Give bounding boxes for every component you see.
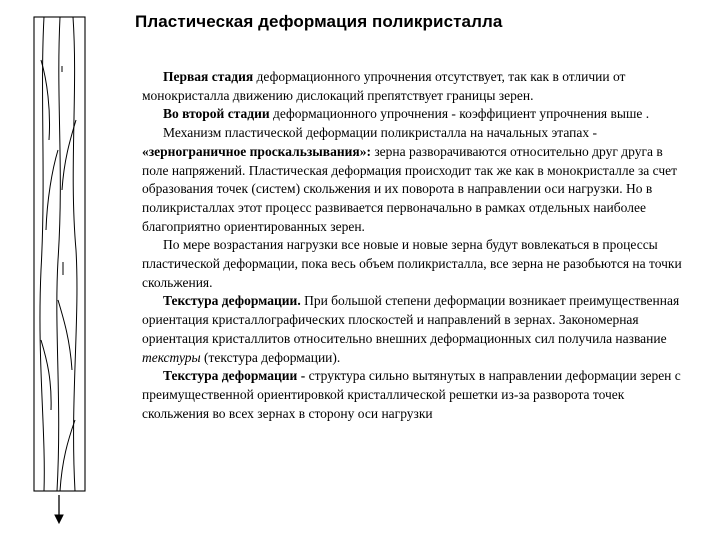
term-texture: Текстура деформации. — [163, 293, 301, 309]
slide-title: Пластическая деформация поликристалла — [135, 12, 503, 31]
paragraph-text: зерна разворачиваются относительно друг друга в поле напряжений. Пластическая деформация происходит так же как в монокристалле за счет образования точек (систем) скольжения и их поворота в направлении оси нагрузки. Но в поликристаллах этот процесс развивается первоначально в рамках отдельных наиболее благоприятно ориентированных зерен. — [142, 143, 678, 234]
paragraph-text: структура сильно вытянутых в направлении деформации зерен с преимущественной ориентировкой кристаллической решетки из-за разворота точек скольжения во всех зернах в сторону оси нагрузки — [142, 368, 681, 421]
paragraph-texture — [142, 292, 687, 367]
body-text — [142, 68, 687, 423]
load-arrow-down — [55, 495, 63, 523]
term-second-stage: Во второй стадии — [163, 106, 270, 122]
paragraph-text: По мере возрастания нагрузки все новые и новые зерна будут вовлекаться в процессы пластической деформации, пока весь объем поликристалла, все зерна не разобьются на точки скольжения. — [142, 237, 682, 290]
term-first-stage: Первая стадия — [163, 69, 254, 84]
paragraph-texture-definition — [142, 367, 687, 423]
term-texture-italic: текстуры — [142, 349, 201, 365]
paragraph-first-stage — [142, 68, 687, 105]
term-grain-boundary-sliding: «зернограничное проскальзывания»: — [142, 143, 371, 159]
term-texture-definition: Текстура деформации - — [163, 368, 306, 384]
paragraph-text: Механизм пластической деформации поликристалла на начальных этапах - — [163, 125, 597, 141]
grain-boundaries — [40, 17, 77, 491]
paragraph-load-increase — [142, 236, 687, 292]
paragraph-text: деформационного упрочнения отсутствует, так как в отличии от монокристалла движению дислокаций препятствует границы зерен. — [142, 69, 626, 103]
paragraph-mechanism — [142, 124, 687, 236]
paragraph-second-stage — [142, 105, 687, 124]
paragraph-text: (текстура деформации). — [200, 349, 341, 365]
paragraph-text: При большой степени деформации возникает преимущественная ориентация кристаллографических плоскостей и направлений в зернах. Закономерная ориентация кристаллитов относительно внешних деформационных сил получила название — [142, 293, 680, 346]
paragraph-text: деформационного упрочнения - коэффициент упрочнения выше . — [269, 106, 650, 122]
